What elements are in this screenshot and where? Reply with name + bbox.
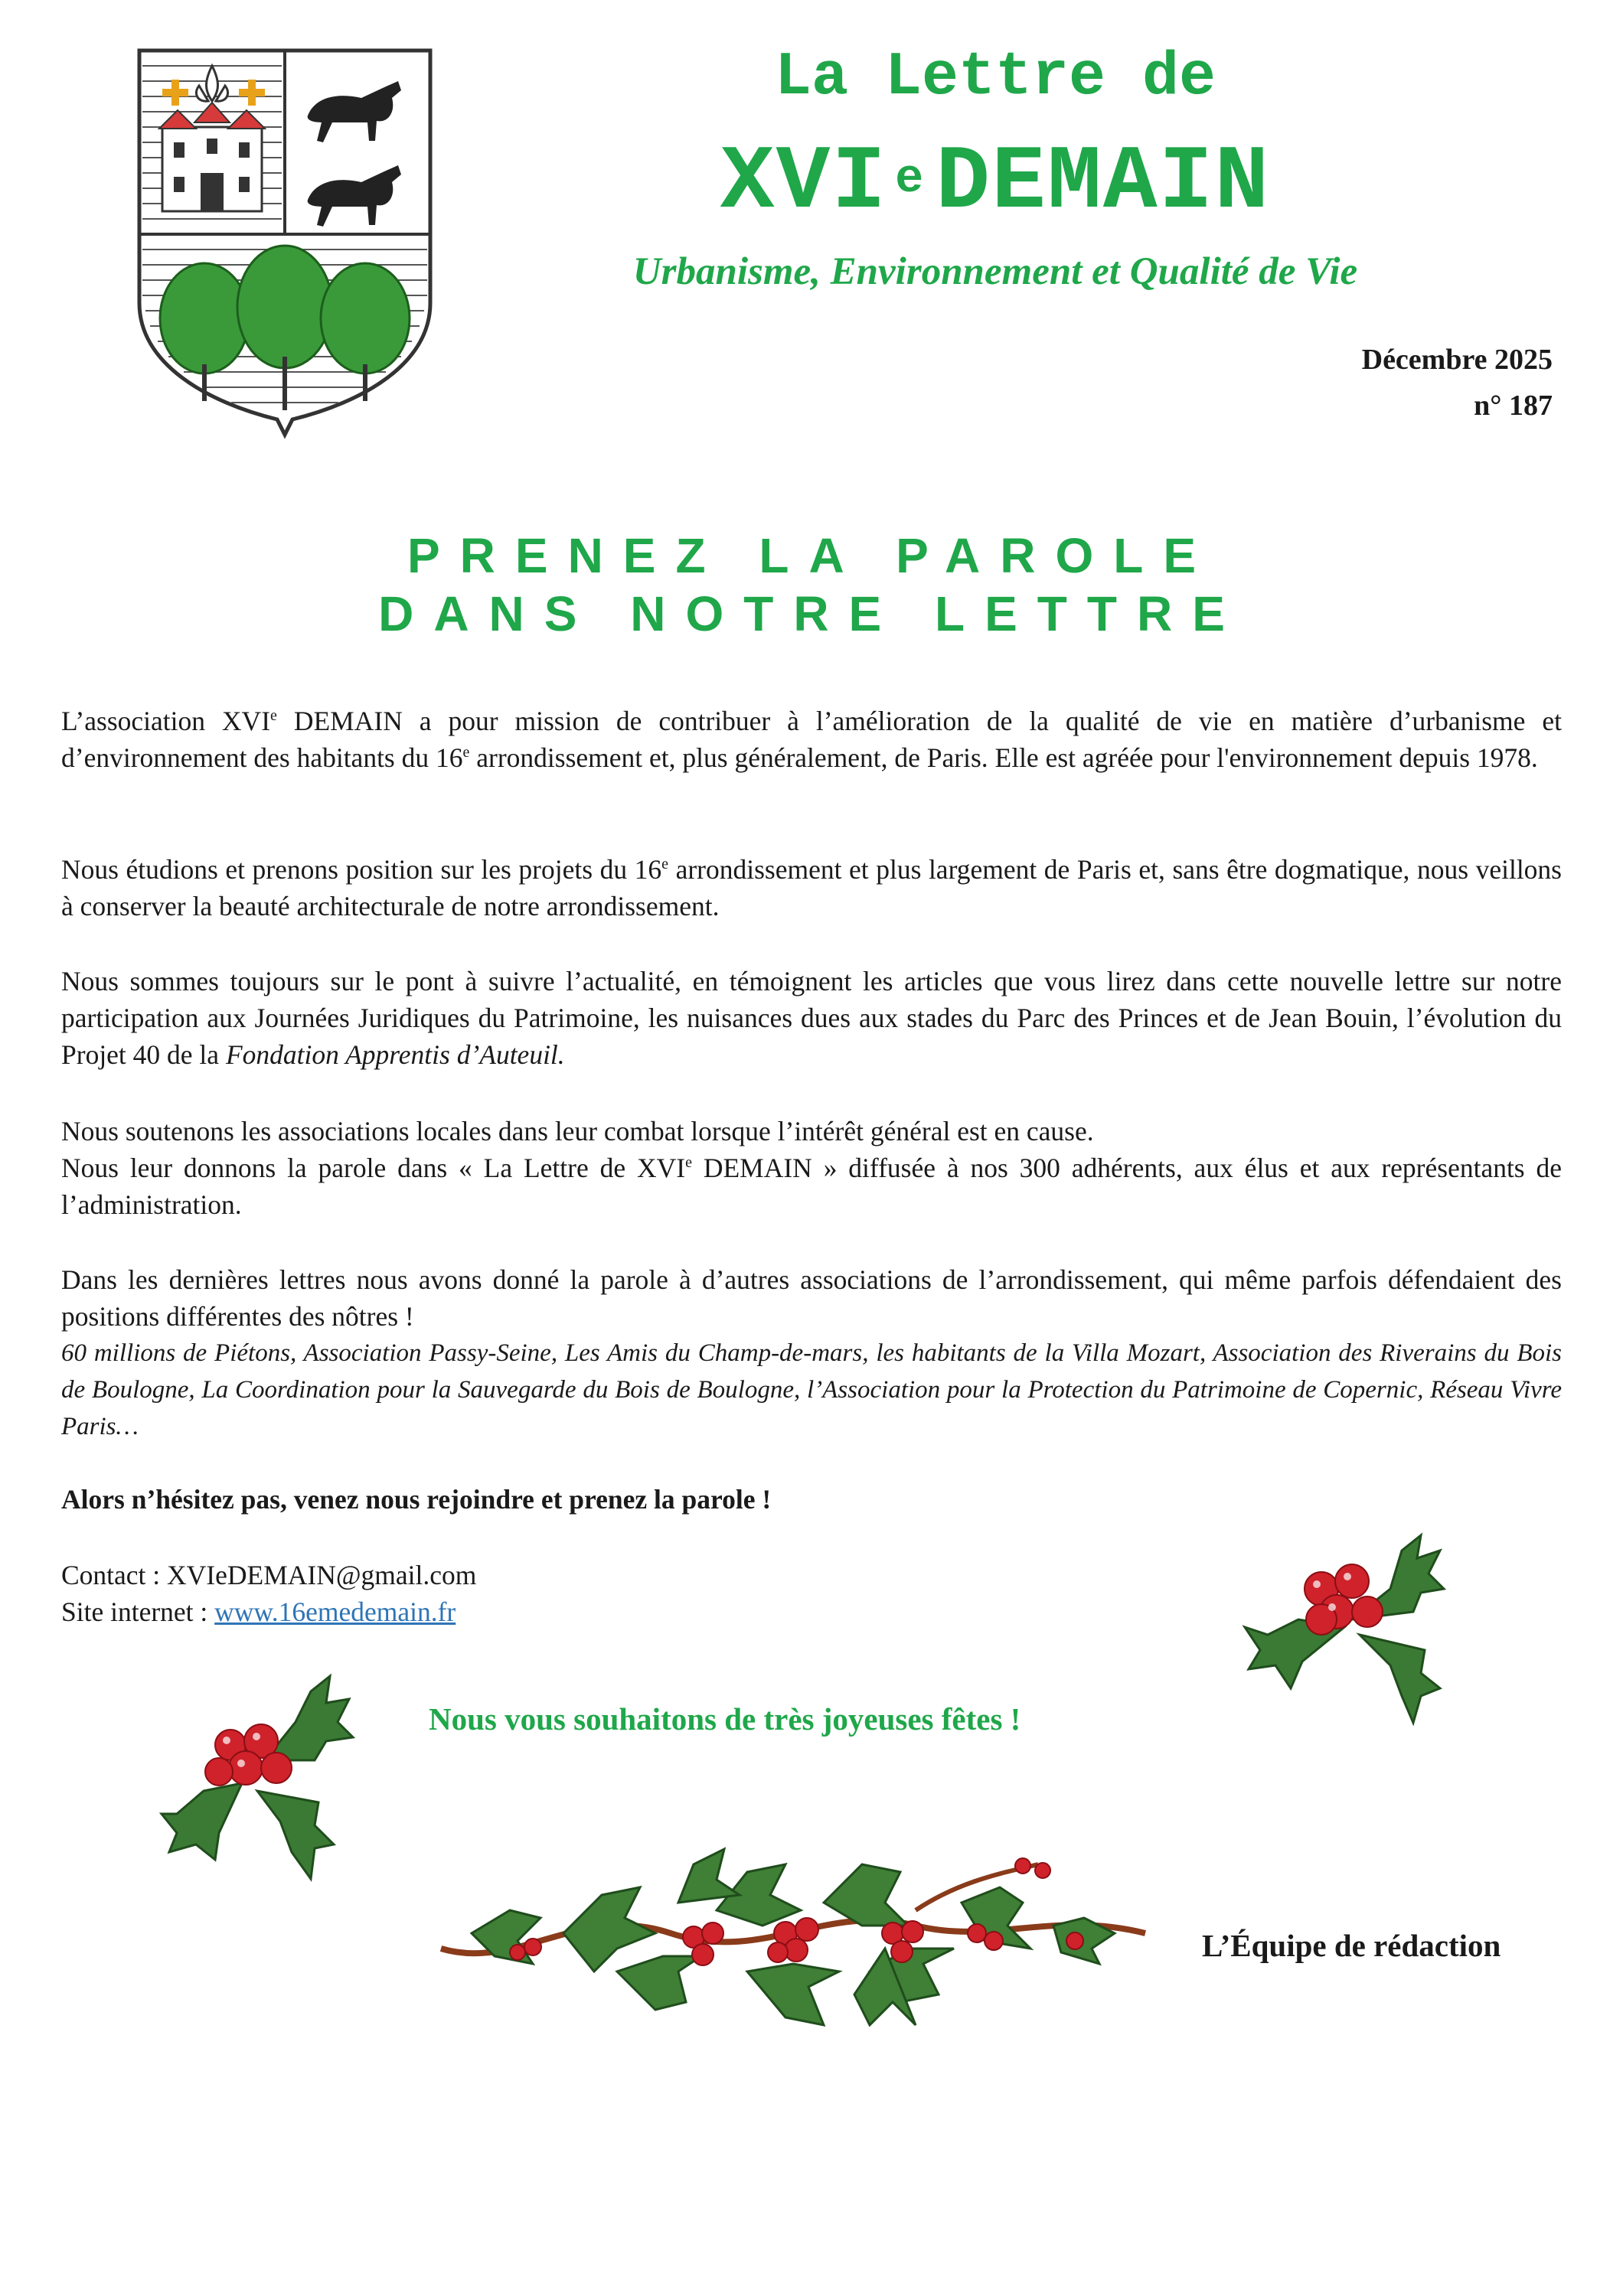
website-link[interactable]: www.16emedemain.fr (214, 1596, 456, 1627)
italic-text: Fondation Apprentis d’Auteuil. (225, 1039, 565, 1070)
holly-icon (158, 1668, 357, 1883)
contact-block (61, 1557, 476, 1630)
newsletter-title-main (536, 130, 1455, 237)
paragraph-news (61, 963, 1562, 1073)
text-run: Nous sommes toujours sur le pont à suivre l’actualité, en témoignent les articles que vous lirez dans cette nouvelle lettre sur notre participation aux Journées Juridiques du Patrimoine, les nuisances dues aux stades du Parc des Princes et de Jean Bouin, l’évolution du Projet 40 de la (61, 966, 1562, 1070)
text-run: DEMAIN a pour mission de contribuer à l’amélioration de la qualité de vie en matière d’urbanisme et d’environnement des habitants du 16 (61, 706, 1562, 773)
contact-label: Contact : (61, 1560, 168, 1590)
contact-email[interactable]: XVIeDEMAIN@gmail.com (167, 1560, 477, 1590)
title-demain: DEMAIN (936, 132, 1271, 234)
holly-garland-icon (426, 1818, 1161, 2094)
title-xvi: XVI (720, 132, 888, 234)
paragraph-mission (61, 703, 1562, 776)
holly-icon (1237, 1505, 1452, 1727)
text-run: L’association XVI (61, 706, 271, 736)
heading-line2: DANS NOTRE LETTRE (378, 586, 1245, 641)
text-run: Nous leur donnons la parole dans « La Lettre de XVI (61, 1153, 686, 1183)
call-to-action: Alors n’hésitez pas, venez nous rejoindre et prenez la parole ! (61, 1484, 772, 1515)
text-run: Nous étudions et prenons position sur les projets du 16 (61, 854, 662, 885)
paragraph-projects (61, 851, 1562, 925)
heading-line1: PRENEZ LA PAROLE (407, 528, 1216, 583)
newsletter-subtitle: Urbanisme, Environnement et Qualité de Vie (632, 250, 1358, 293)
superscript: e (270, 707, 277, 725)
associations-list: 60 millions de Piétons, Association Passy-Seine, Les Amis du Champ-de-mars, les habitants de la Villa Mozart, Association des Riverains du Bois de Boulogne, La Coordination pour la Sauvegarde du Bois de Boulogne, l’Association pour la Protection du Patrimoine de Copernic, Réseau Vivre Paris… (61, 1339, 1562, 1440)
superscript: e (462, 744, 470, 762)
text-run: Nous soutenons les associations locales dans leur combat lorsque l’intérêt général est en cause. (61, 1116, 1094, 1146)
coat-of-arms-icon (132, 43, 438, 441)
issue-info (1362, 337, 1553, 429)
text-run: arrondissement et plus largement de Paris et, sans être dogmatique, nous veillons à conserver la beauté architecturale de notre arrondissement. (61, 854, 1562, 921)
paragraph-support (61, 1113, 1562, 1223)
superscript: e (685, 1154, 692, 1172)
paragraph-associations: Dans les dernières lettres nous avons donné la parole à d’autres associations de l’arrondissement, qui même parfois défendaient des positions différentes des nôtres ! (61, 1264, 1562, 1332)
superscript: e (661, 856, 669, 873)
website-line (61, 1593, 476, 1630)
text-run: arrondissement et, plus généralement, de Paris. Elle est agréée pour l'environnement depuis 1978. (469, 742, 1538, 773)
issue-number: n° 187 (1474, 390, 1553, 422)
signature-team: L’Équipe de rédaction (1202, 1928, 1501, 1963)
page-heading (153, 527, 1470, 643)
website-label: Site internet : (61, 1596, 215, 1627)
title-superscript: e (895, 152, 926, 206)
contact-line (61, 1557, 476, 1593)
text-run: DEMAIN » diffusée à nos 300 adhérents, aux élus et aux représentants de l’administration. (61, 1153, 1562, 1220)
issue-date: Décembre 2025 (1361, 344, 1553, 376)
season-greetings: Nous vous souhaitons de très joyeuses fêtes ! (429, 1701, 1021, 1737)
newsletter-title-line1: La Lettre de (774, 43, 1216, 113)
